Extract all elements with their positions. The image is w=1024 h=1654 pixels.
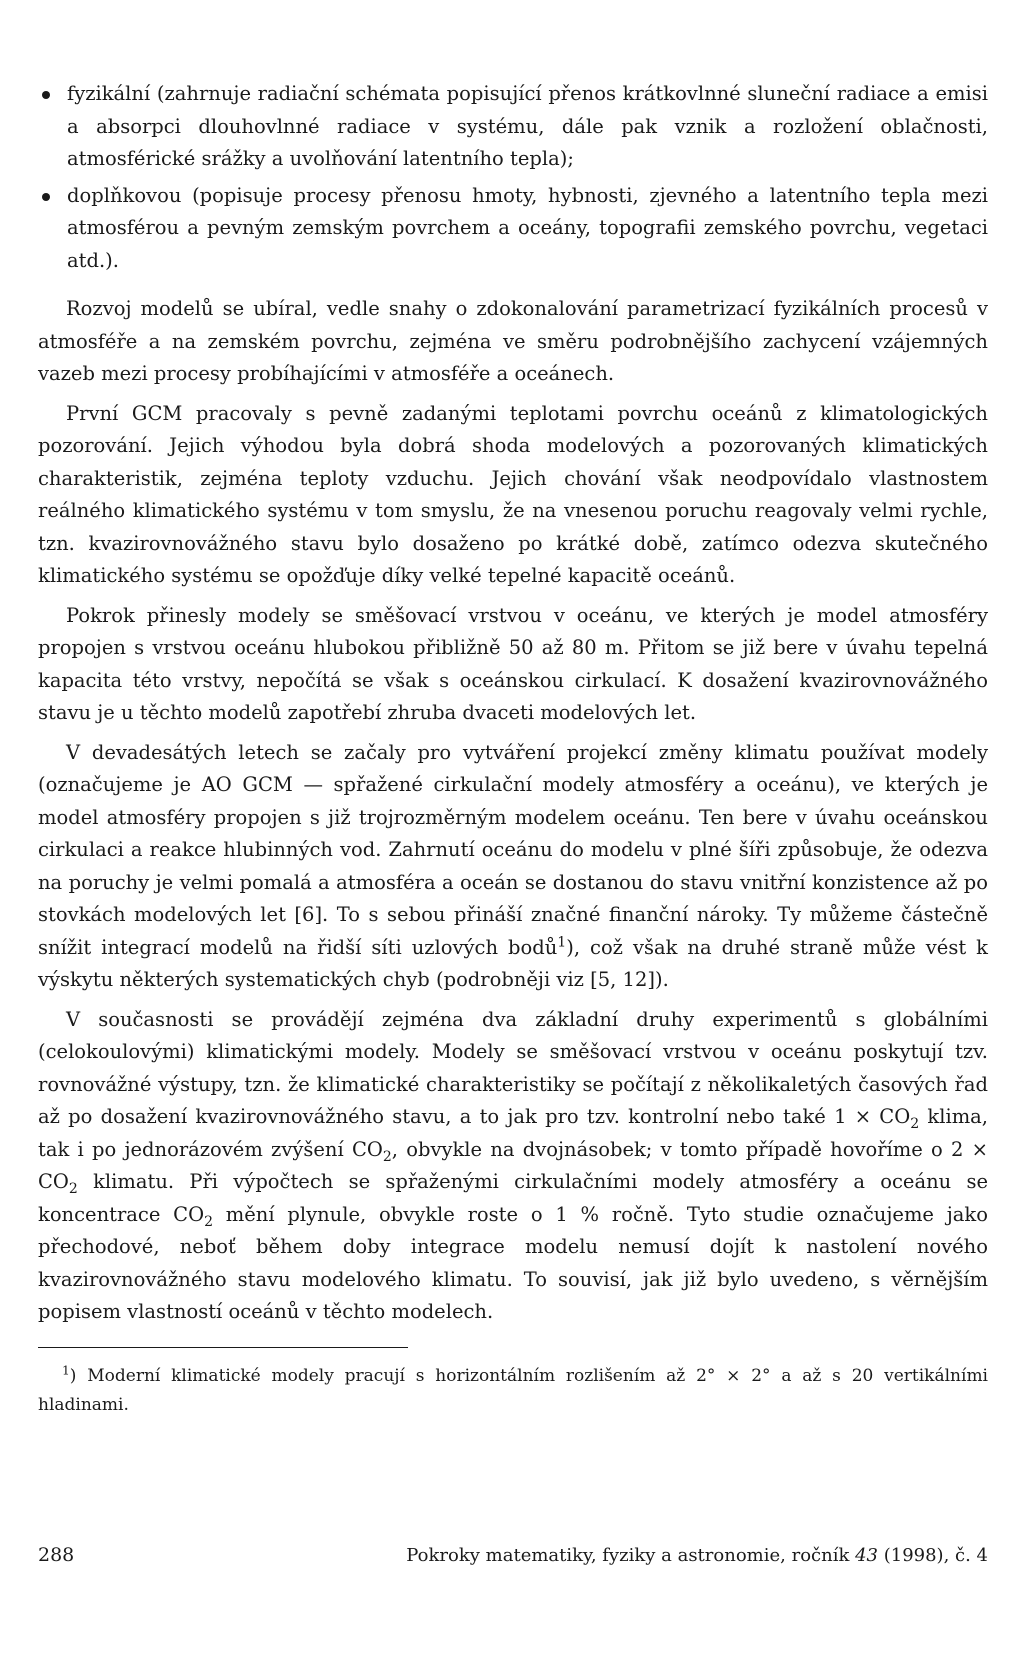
page-body — [38, 78, 988, 1420]
page-number: 288 — [38, 1544, 75, 1566]
paragraph-model-development: Rozvoj modelů se ubíral, vedle snahy o zdokonalování parametrizací fyzikálních procesů v atmosféře a na zemském povrchu, zejména ve směru podrobnějšího zachycení vzájemných vazeb mezi procesy probíhajícími v atmosféře a oceánech. — [38, 297, 988, 385]
footnote-marker: 1 — [62, 1362, 70, 1377]
subscript: 2 — [68, 1180, 78, 1197]
footnote-divider — [38, 1347, 408, 1348]
journal-suffix: (1998), č. 4 — [878, 1545, 988, 1566]
paragraph-text: klima, tak i po jednorázovém zvýšení CO — [38, 1105, 989, 1161]
paragraph-mixed-layer: Pokrok přinesly modely se směšovací vrstvou v oceánu, ve kterých je model atmosféry propojen s vrstvou oceánu hlubokou přibližně 50 až 80 m. Přitom se již bere v úvahu tepelná kapacita této vrstvy, nepočítá se však s oceánskou cirkulací. K dosažení kvazirovnovážného stavu je u těchto modelů zapotřebí zhruba dvaceti modelových let. — [38, 603, 988, 724]
page-footer — [38, 1544, 988, 1566]
footnote-text: Moderní klimatické modely pracují s horizontálním rozlišením až 2° × 2° a až s 20 vertikálními hladinami. — [38, 1365, 988, 1415]
paragraph-text: V devadesátých letech se začaly pro vytváření projekcí změny klimatu používat modely (označujeme je AO GCM — spřažené cirkulační modely atmosféry a oceánu), ve kterých je model atmosféry propojen s již trojrozměrným modelem oceánu. Ten bere v úvahu oceánskou cirkulaci a reakce hlubinných vod. Zahrnutí oceánu do modelu v plné šíři způsobuje, že odezva na poruchy je velmi pomalá a atmosféra a oceán se dostanou do stavu vnitřní konzistence až po stovkách modelových let [6]. To s sebou přináší značné finanční nároky. Ty můžeme částečně snížit integrací modelů na řidší síti uzlových bodů — [38, 740, 988, 959]
paragraph-aogcm — [38, 737, 988, 997]
journal-citation — [406, 1545, 988, 1566]
paragraph-first-gcm: První GCM pracovaly s pevně zadanými teplotami povrchu oceánů z klimatologických pozorování. Jejich výhodou byla dobrá shoda modelových a pozorovaných klimatických charakteristik, zejména teploty vzduchu. Jejich chování však neodpovídalo vlastnostem reálného klimatického systému v tom smyslu, že na vnesenou poruchu reagovaly velmi rychle, tzn. kvazirovnovážného stavu bylo dosaženo po krátké době, zatímco odezva skutečného klimatického systému se opožďuje díky velké tepelné kapacitě oceánů. — [38, 401, 988, 587]
footnote-marker-close: ) — [69, 1365, 77, 1386]
bullet-text: doplňkovou (popisuje procesy přenosu hmoty, hybnosti, zjevného a latentního tepla mezi atmosférou a pevným zemským povrchem a oceány, topografii zemského povrchu, vegetaci atd.). — [67, 183, 988, 272]
paragraph-text: klimatu. Při výpočtech se spřaženými cirkulačními modely atmosféry a oceánu se koncentrace CO — [38, 1170, 988, 1226]
journal-volume: 43 — [855, 1545, 878, 1566]
paragraph-text: V současnosti se provádějí zejména dva základní druhy experimentů s globálními (celokoulovými) klimatickými modely. Modely se směšovací vrstvou v oceánu poskytují tzv. rovnovážné výstupy, tzn. že klimatické charakteristiky se počítají z několikaletých časových řad až po dosažení kvazirovnovážného stavu, a to jak pro tzv. kontrolní nebo také 1 × CO — [38, 1007, 988, 1128]
paragraph-text: , obvykle na dvojnásobek; v tomto případě hovoříme o 2 × CO — [38, 1137, 988, 1193]
footnote-ref: 1 — [557, 934, 567, 950]
bullet-text: fyzikální (zahrnuje radiační schémata popisující přenos krátkovlnné sluneční radiace a emisi a absorpci dlouhovlnné radiace v systému, dále pak vznik a rozložení oblačnosti, atmosférické srážky a uvolňování latentního tepla); — [67, 82, 988, 170]
bullet-list — [38, 78, 988, 277]
list-item — [38, 180, 988, 278]
paragraph-text: mění plynule, obvykle roste o 1 % ročně. Tyto studie označujeme jako přechodové, neboť během doby integrace modelu nemusí dojít k nastolení nového kvazirovnovážného stavu modelového klimatu. To souvisí, jak již bylo uvedeno, s věrnějším popisem vlastností oceánů v těchto modelech. — [38, 1202, 988, 1323]
subscript: 2 — [382, 1148, 392, 1165]
list-item — [38, 78, 988, 176]
paragraph-text: ), což však na druhé straně může vést k výskytu některých systematických chyb (podrobněji viz [5, 12]). — [38, 935, 988, 991]
subscript: 2 — [910, 1115, 920, 1132]
journal-prefix: Pokroky matematiky, fyziky a astronomie, ročník — [406, 1545, 856, 1566]
paragraph-experiments — [38, 1004, 988, 1329]
subscript: 2 — [204, 1213, 213, 1230]
footnote — [38, 1362, 988, 1420]
